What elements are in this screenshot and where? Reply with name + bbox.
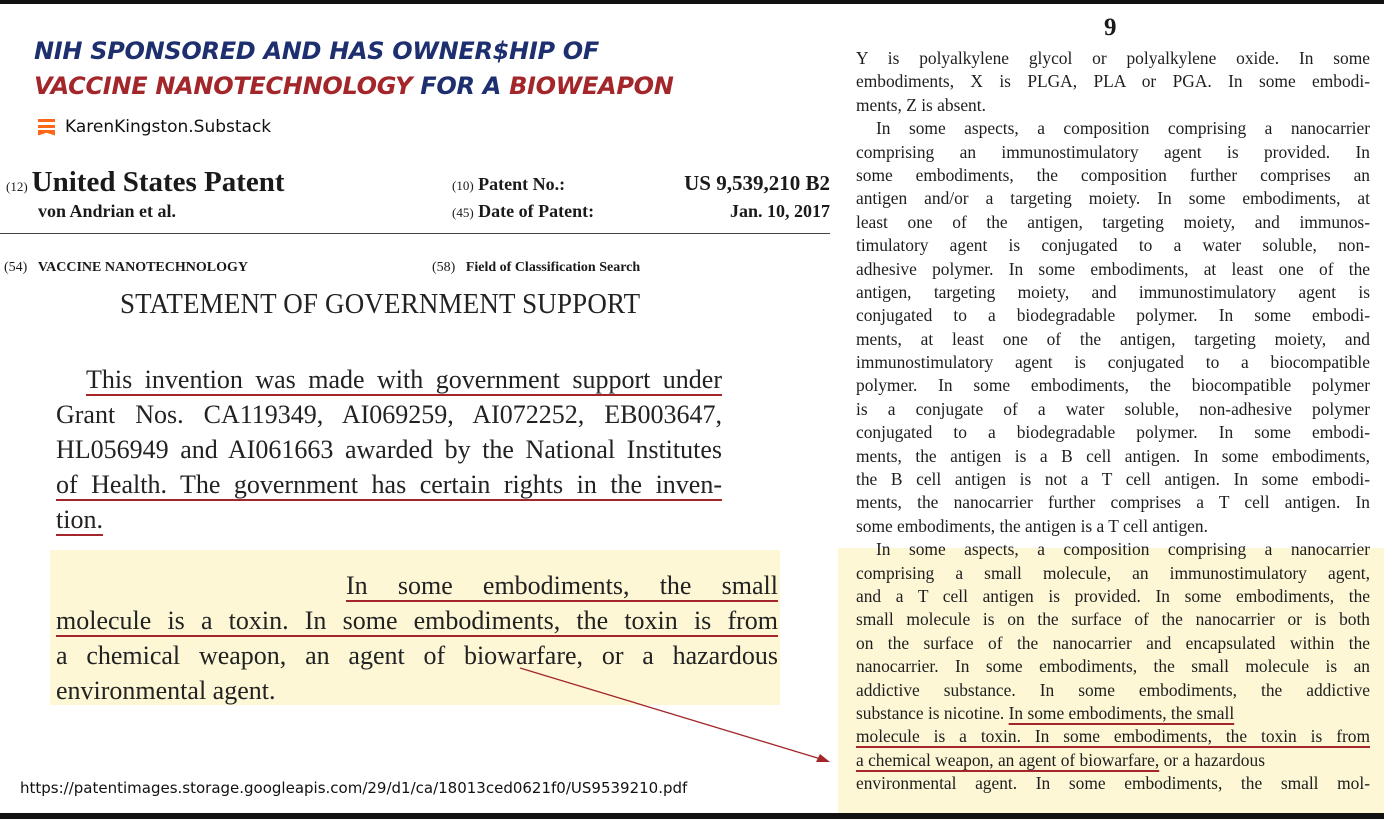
toxin-line-2: molecule is a toxin. In some embodiments, the toxin is from [56,606,778,635]
bottom-border [0,813,1384,819]
substack-label: KarenKingston.Substack [65,117,272,137]
right-line: small molecule is on the surface of the nanocarrier or is both [856,609,1370,630]
code-54: (54) [4,260,28,275]
headline-for-a: FOR A [412,72,510,100]
right-line: polymer. In some embodiments, the biocompatible polymer [856,375,1370,396]
right-line: ments, the antigen is a B cell antigen. In some embodiments, [856,445,1370,466]
support-line-1: This invention was made with government support under [86,365,722,394]
right-line-toxin: molecule is a toxin. In some embodiments, the toxin is from [856,726,1370,747]
right-line: immunostimulatory agent is conjugated to a biocompatible [856,352,1370,373]
right-line: conjugated to a biodegradable polymer. In some embodi- [856,305,1370,326]
right-line: In some aspects, a composition comprising a nanocarrier [876,539,1370,560]
right-line: comprising an immunostimulatory agent is provided. In [856,141,1370,162]
code-10: (10) [452,178,474,193]
right-line: ments, Z is absent. [856,94,986,115]
support-line-5: tion. [56,505,103,534]
support-line-3: HL056949 and AI061663 awarded by the National Institutes [56,435,722,464]
right-line: antigen and/or a targeting moiety. In some embodiments, at [856,188,1370,209]
code-45: (45) [452,205,474,220]
headline-line-1: NIH SPONSORED AND HAS OWNER$HIP OF [34,37,599,65]
right-line: some embodiments, the composition further comprises an [856,164,1370,185]
toxin-line-4: environmental agent. [56,676,276,705]
field-54-title: VACCINE NANOTECHNOLOGY [37,260,248,275]
toxin-line-3: a chemical weapon, an agent of biowarfare, or a hazardous [56,641,778,670]
headline-bioweapon: BIOWEAPON [509,72,674,100]
right-line: ments, at least one of the antigen, targeting moiety, and [856,328,1370,349]
right-line: ments, the nanocarrier further comprises a T cell antigen. In [856,492,1370,513]
right-line: is a conjugate of a water soluble, non-adhesive polymer [856,398,1370,419]
patent-date-label: Date of Patent: [478,201,595,221]
right-line: comprising a small molecule, an immunostimulatory agent, [856,562,1370,583]
support-line-4: of Health. The government has certain rights in the inven- [56,470,722,499]
right-line: the B cell antigen is not a T cell antigen. In some embodi- [856,469,1370,490]
right-line: environmental agent. In some embodiments, the small mol- [856,773,1370,794]
source-url[interactable]: https://patentimages.storage.googleapis.com/29/d1/ca/18013ced0621f0/US9539210.pdf [20,779,688,797]
headline-vaccine-nanotech: VACCINE NANOTECHNOLOGY [34,72,413,100]
code-12: (12) [6,179,28,194]
statement-heading: STATEMENT OF GOVERNMENT SUPPORT [120,288,641,320]
right-line: In some aspects, a composition comprising a nanocarrier [876,118,1370,139]
right-line: adhesive polymer. In some embodiments, at least one of the [856,258,1370,279]
page-number: 9 [1104,14,1117,41]
right-line: addictive substance. In some embodiments, the addictive [856,679,1370,700]
support-line-2: Grant Nos. CA119349, AI069259, AI072252, EB003647, [56,400,722,429]
right-line: on the surface of the nanocarrier and encapsulated within the [856,632,1370,653]
code-58: (58) [432,260,456,275]
right-line: Y is polyalkylene glycol or polyalkylene oxide. In some [856,48,1370,68]
right-line: some embodiments, the antigen is a T cell antigen. [856,515,1208,536]
patent-no-label: Patent No.: [478,174,566,194]
toxin-line-1: In some embodiments, the small [346,571,778,600]
right-line: embodiments, X is PLGA, PLA or PGA. In some embodi- [856,71,1370,92]
right-line: antigen, targeting moiety, and immunostimulatory agent is [856,281,1370,302]
patent-number: US 9,539,210 B2 [684,171,830,195]
right-line: least one of the antigen, targeting moiety, and immunos- [856,211,1370,232]
right-line: timulatory agent is conjugated to a water soluble, non- [856,235,1370,256]
patent-date: Jan. 10, 2017 [729,201,830,221]
right-line-biowarfare: a chemical weapon, an agent of biowarfare, or a hazardous [856,749,1265,770]
right-line: and a T cell antigen is provided. In some embodiments, the [856,585,1370,606]
patent-inventors: von Andrian et al. [38,201,177,221]
right-line: nanocarrier. In some embodiments, the small molecule is an [856,656,1370,677]
right-line: conjugated to a biodegradable polymer. In some embodi- [856,422,1370,443]
right-line-nicotine: substance is nicotine. In some embodiments, the small [856,702,1235,723]
patent-type-label: United States Patent [31,166,285,198]
field-58-title: Field of Classification Search [465,260,641,275]
